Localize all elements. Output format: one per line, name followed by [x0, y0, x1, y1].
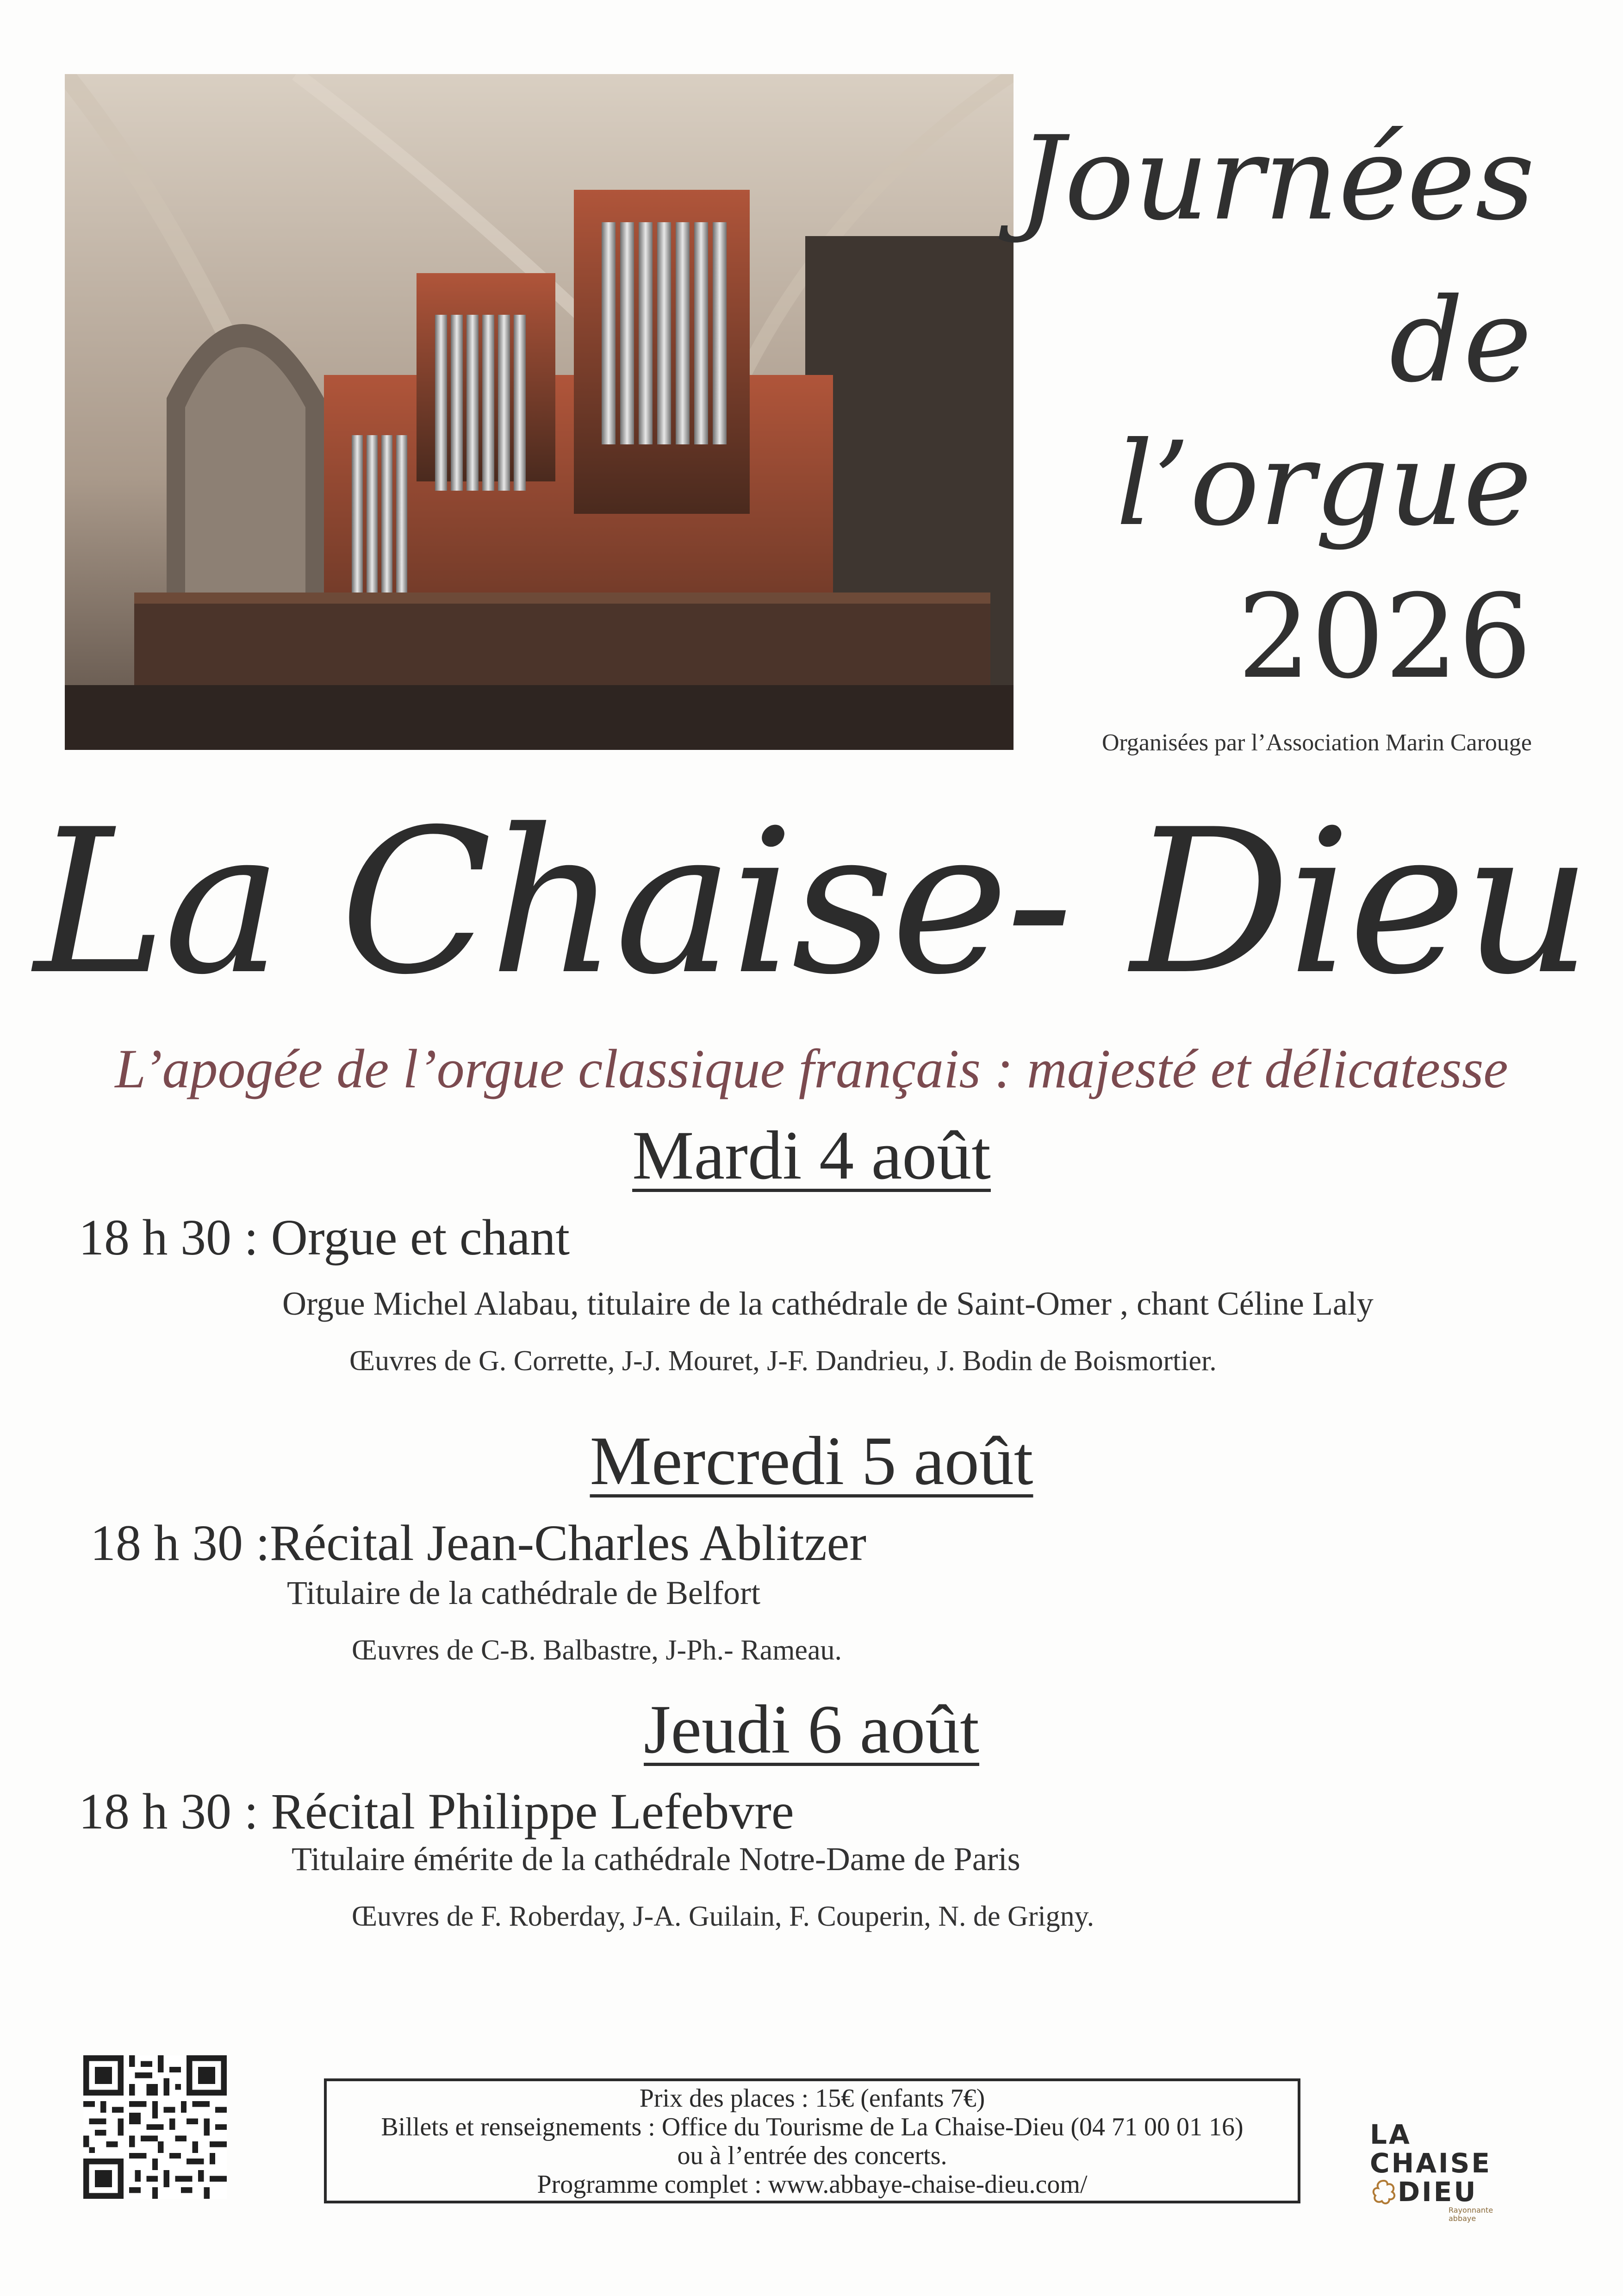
logo-tagline-1: Rayonnante — [1449, 2206, 1493, 2215]
event-1-title: 18 h 30 : Orgue et chant — [79, 1209, 570, 1266]
logo-word-la: LA — [1370, 2119, 1412, 2150]
logo-tagline-2: abbaye — [1449, 2214, 1476, 2223]
day-heading-2 — [0, 1421, 1623, 1501]
day-heading-3-text: Jeudi 6 août — [644, 1691, 979, 1768]
la-chaise-dieu-logo — [1370, 2120, 1509, 2227]
event-3-works: Œuvres de F. Roberday, J-A. Guilain, F. Couperin, N. de Grigny. — [352, 1901, 1094, 1932]
festival-subtitle: L’apogée de l’orgue classique français : majesté et délicatesse — [115, 1038, 1508, 1099]
logo-emblem-icon — [1370, 2178, 1398, 2206]
event-2-title: 18 h 30 :Récital Jean-Charles Ablitzer — [90, 1515, 867, 1571]
day-heading-1-text: Mardi 4 août — [632, 1117, 991, 1194]
title-line-2: de — [1389, 273, 1532, 408]
town-heading: La Chaise- Dieu — [34, 787, 1589, 1018]
program-link[interactable]: Programme complet : www.abbaye-chaise-dieu.com/ — [537, 2170, 1088, 2199]
qr-code[interactable] — [83, 2055, 227, 2199]
organiser-credit: Organisées par l’Association Marin Carouge — [1101, 730, 1532, 756]
event-2-performers: Titulaire de la cathédrale de Belfort — [287, 1574, 760, 1611]
title-line-3: l’orgue — [1116, 417, 1532, 551]
qr-code-graphic — [83, 2055, 227, 2199]
ticket-office: Billets et renseignements : Office du Tourisme de La Chaise-Dieu (04 71 00 01 16) — [381, 2113, 1244, 2141]
logo-word-dieu: DIEU — [1398, 2176, 1478, 2208]
event-2-works: Œuvres de C-B. Balbastre, J-Ph.- Rameau. — [352, 1635, 842, 1666]
organ-illustration — [65, 74, 1014, 750]
day-heading-2-text: Mercredi 5 août — [590, 1423, 1033, 1499]
day-heading-3 — [0, 1690, 1623, 1769]
event-1-performers: Orgue Michel Alabau, titulaire de la cathédrale de Saint-Omer , chant Céline Laly — [282, 1285, 1374, 1322]
day-heading-1 — [0, 1116, 1623, 1195]
ticket-info-box — [324, 2078, 1300, 2203]
logo-word-chaise: CHAISE — [1370, 2147, 1492, 2179]
event-3-performers: Titulaire émérite de la cathédrale Notre-Dame de Paris — [292, 1841, 1020, 1878]
ticket-entrance: ou à l’entrée des concerts. — [677, 2141, 947, 2170]
event-3-title: 18 h 30 : Récital Philippe Lefebvre — [79, 1783, 794, 1840]
organ-photo — [65, 74, 1014, 750]
title-line-1: Journées — [1018, 111, 1535, 246]
event-1-works: Œuvres de G. Corrette, J-J. Mouret, J-F. Dandrieu, J. Bodin de Boismortier. — [349, 1345, 1217, 1377]
ticket-price: Prix des places : 15€ (enfants 7€) — [639, 2084, 985, 2113]
title-year: 2026 — [1237, 569, 1532, 704]
